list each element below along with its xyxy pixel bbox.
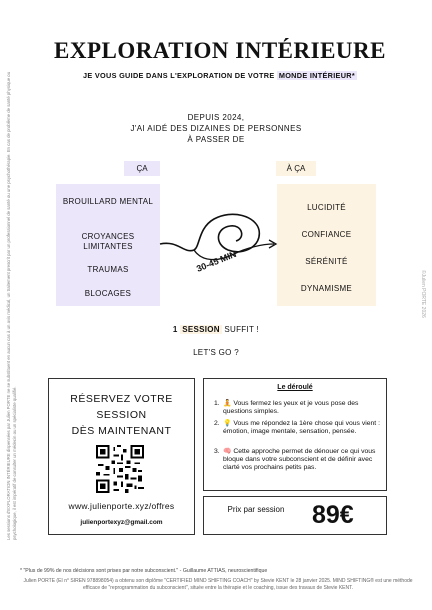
to-item: LUCIDITÉ	[307, 203, 346, 212]
step-text: Cette approche permet de dénouer ce qui vous bloque dans votre subconscient et de définir avec clarté vos prochains petits pas.	[223, 448, 376, 472]
contact-email[interactable]: julienportexyz@gmail.com	[80, 519, 163, 526]
intro-text	[120, 112, 312, 145]
subtitle-highlight: MONDE INTÉRIEUR*	[278, 71, 355, 80]
intro-line-1: DEPUIS 2024,	[187, 113, 245, 122]
subtitle-prefix: JE VOUS GUIDE DANS L'EXPLORATION DE VOTRE	[83, 71, 277, 80]
one-session-text	[150, 325, 282, 334]
to-item: DYNAMISME	[300, 284, 353, 293]
one-session-number: 1	[172, 325, 178, 334]
to-box	[277, 184, 376, 306]
step-item	[214, 400, 380, 416]
to-item: CONFIANCE	[301, 230, 352, 239]
reserve-line-3: DÈS MAINTENANT	[71, 425, 172, 437]
price-value: 89€	[312, 501, 354, 529]
from-item: BROUILLARD MENTAL	[62, 197, 154, 206]
copyright-text: ©Julien PORTE 2026	[420, 270, 426, 318]
step-number: 2.	[214, 420, 220, 427]
from-box	[56, 184, 160, 306]
step-text: Vous me répondez la 1ère chose qui vous vient : émotion, image mentale, sensation, pensée.	[223, 420, 380, 436]
reserve-line-2: SESSION	[96, 409, 147, 421]
legal-text: Julien PORTE (EI n° SIREN 978898054) a obtenu son diplôme "CERTIFIED MIND SHIFTING COACH" by Stevie KENT le 28 janvier 2025. MIND SHIFTING® est une méthode efficace de "reprogrammation du subconscient", située entre la thérapie et le coaching, issue des travaux de Stevie KENT.	[23, 578, 413, 591]
from-item: CROYANCES LIMITANTES	[81, 232, 135, 251]
steps-title: Le déroulé	[277, 384, 313, 391]
page-title: EXPLORATION INTÉRIEURE	[54, 38, 386, 63]
spiral-arrow-icon	[158, 200, 280, 280]
from-label: ÇA	[124, 161, 160, 176]
page-subtitle	[40, 71, 400, 80]
side-disclaimer-text: Les sessions d'EXPLORATION INTÉRIEURE dispensées par Julien PORTE ne se substituent en aucun cas à un avis médical, un traitement prescrit par un professionnel de santé ou une psychothérapie. En cas de problème de santé physique ou psychologique, il est impératif de consulter un médecin ou un spécialiste qualifié.	[6, 71, 17, 540]
to-item: SÉRÉNITÉ	[305, 257, 348, 266]
side-disclaimer	[6, 60, 30, 540]
step-number: 1.	[214, 400, 220, 407]
price-card	[203, 496, 387, 535]
one-session-rest: SUFFIT !	[221, 325, 260, 334]
from-item: BLOCAGES	[84, 289, 132, 298]
booking-link[interactable]: www.julienporte.xyz/offres	[68, 501, 175, 511]
meditation-icon: 🧘	[223, 400, 232, 407]
step-item	[214, 448, 380, 473]
price-label: Prix par session	[227, 505, 285, 514]
qr-code-icon[interactable]	[96, 445, 144, 493]
steps-card	[203, 378, 387, 491]
intro-line-2: J'AI AIDÉ DES DIZAINES DE PERSONNES	[130, 124, 302, 133]
step-number: 3.	[214, 448, 220, 455]
lightbulb-icon: 💡	[223, 420, 232, 427]
reserve-text	[49, 391, 194, 439]
step-item	[214, 420, 380, 436]
brain-icon: 🧠	[223, 448, 232, 455]
to-label: À ÇA	[276, 161, 316, 176]
lets-go-text: LET'S GO ?	[193, 348, 239, 357]
reserve-line-1: RÉSERVEZ VOTRE	[70, 393, 173, 405]
quote-text: * "Plus de 99% de nos décisions sont prises par notre subconscient." - Guillaume ATTIAS, neuroscientifique	[20, 568, 268, 574]
from-item: TRAUMAS	[87, 265, 129, 274]
reserve-card	[48, 378, 195, 535]
one-session-highlight: SESSION	[182, 325, 220, 334]
duration-label: 30-45 MIN	[195, 248, 238, 274]
step-text: Vous fermez les yeux et je vous pose des questions simples.	[223, 400, 359, 416]
intro-line-3: À PASSER DE	[187, 135, 245, 144]
side-copyright	[416, 270, 426, 360]
